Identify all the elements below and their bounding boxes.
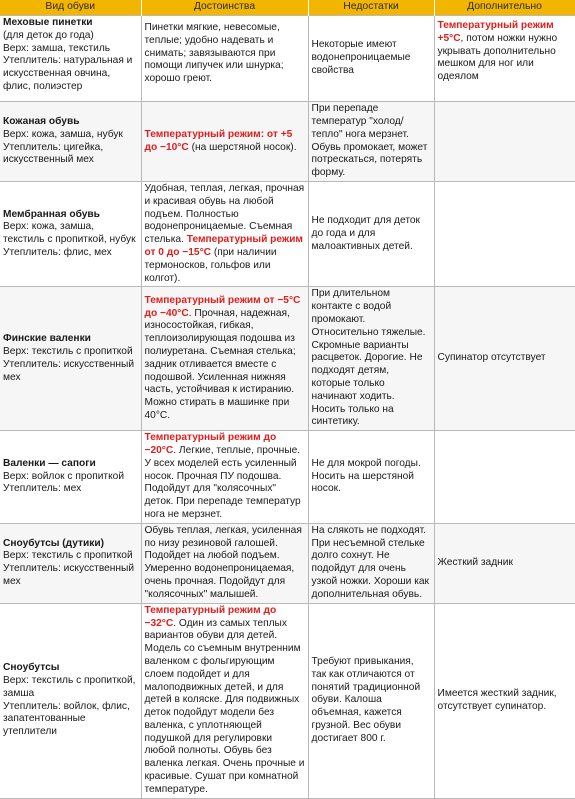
advantages-text: Обувь теплая, легкая, усиленная по низу резиновой галошей. Подойдет на любой подъем. Умеренно водонепроницаемая, очень прочная. Подойдут для "колясочных" малышей. [144,524,302,600]
advantages-text: Удобная, теплая, легкая, прочная и красивая обувь на любой подъем. Полностью водонепроницаемые. Съемная стелька. [144,183,305,246]
table-row [0,431,575,524]
shoe-name: Сноубутсы (дутики) [3,537,105,549]
advantages-cell [141,523,308,603]
disadvantages-cell [308,431,434,524]
table-row [0,16,575,102]
table-row [0,182,575,287]
header-type: Вид обуви [0,0,141,16]
table-row [0,287,575,431]
type-cell [0,102,141,182]
header-disadvantages: Недостатки [308,0,434,16]
shoe-materials: Верх: текстиль с пропиткой Утеплитель: искусственный мех [3,550,135,588]
shoe-name: Мембранная обувь [3,208,100,220]
extra-cell [434,182,575,287]
advantages-text: . Легкие, теплые, прочные. У всех моделей есть усиленный носок. Прочная ПУ подошва. Подойдут для "колясочных" деток. При перепаде температур нога не мерзнет. [144,444,301,520]
shoe-materials: (для деток до года) Верх: замша, текстиль Утеплитель: натуральная и искусственная овчина, флис, полиэстер [3,29,133,92]
extra-cell [434,102,575,182]
type-cell [0,182,141,287]
disadvantages-text: При перепаде температур "холод/тепло" нога мерзнет. Обувь промокает, может потрескаться, потерять форму. [311,103,428,179]
advantages-text: Пинетки мягкие, невесомые, теплые; удобно надевать и снимать; завязываются при помощи липучек или шнурка; хорошо греют. [144,22,284,85]
header-extra: Дополнительно [434,0,575,16]
shoe-name: Финские валенки [3,333,91,345]
temperature-note: Температурный режим до −32°C [144,604,277,629]
header-row [0,0,575,16]
advantages-text: (на шерстяной носок). [188,141,297,153]
advantages-cell [141,182,308,287]
temperature-note: Температурный режим +5°C [437,20,554,44]
advantages-cell [141,287,308,431]
extra-text: Имеется жесткий задник, отсутствует супинатор. [437,687,557,712]
shoe-name: Меховые пинетки [3,17,93,28]
shoe-materials: Верх: текстиль с пропиткой Утеплитель: искусственный мех [3,345,135,383]
type-cell [0,431,141,524]
disadvantages-cell [308,102,434,182]
table-row [0,603,575,798]
disadvantages-cell [308,287,434,431]
type-cell [0,523,141,603]
disadvantages-text: Не подходит для деток до года и для малоактивных детей. [311,214,420,252]
type-cell [0,287,141,431]
disadvantages-text: Не для мокрой погоды. Носить на шерстяной носок. [311,457,421,495]
advantages-cell [141,102,308,182]
disadvantages-text: При длительном контакте с водой промокают. Относительно тяжелые. Скромные варианты расцветок. Дорогие. Не подходят детям, которые только начинают ходить. Носить только на синтетику. [311,288,426,428]
shoe-name: Валенки — сапоги [3,457,96,469]
advantages-cell [141,603,308,798]
disadvantages-text: Требуют привыкания, так как отличаются от понятий традиционной обуви. Калоша объемная, кажется грузной. Вес обуви достигает 800 г. [311,655,421,744]
extra-cell [434,603,575,798]
advantages-text: . Прочная, надежная, износостойкая, гибкая, теплоизолирующая подошва из полиуретана. Съемная стелька; задник отливается вместе с подошвой. Усиленная нижняя часть, устойчивая к истиранию. Можно стирать в машинке при 40°C. [144,307,296,421]
extra-cell [434,16,575,102]
extra-cell [434,523,575,603]
shoe-name: Кожаная обувь [3,115,80,127]
advantages-cell [141,16,308,102]
extra-text: Жесткий задник [437,556,513,568]
shoe-materials: Верх: кожа, замша, нубук Утеплитель: цигейка, искусственный мех [3,128,123,166]
shoe-materials: Верх: текстиль с пропиткой, замша Утеплитель: войлок, флис, запатентованные утеплители [3,675,136,738]
disadvantages-cell [308,182,434,287]
type-cell [0,603,141,798]
temperature-note: Температурный режим до −20°C [144,432,277,456]
shoe-materials: Верх: кожа, замша, текстиль с пропиткой, нубук Утеплитель: флис, мех [3,221,136,258]
advantages-text: . Один из самых теплых вариантов обуви для детей. Модель со съемным внутренним валенком с фольгирующим слоем подойдет и для малоподвижных детей, и для детей в коляске. Для подвижных деток подойдут модели без валенка, с уплотняющей подушкой для регулировки любой полноты. Обувь без валенка легкая. Очень прочные и красивые. Сушат при комнатной температуре. [144,617,305,795]
extra-cell [434,431,575,524]
disadvantages-text: Некоторые имеют водонепроницаемые свойства [311,39,411,76]
disadvantages-text: На слякоть не подходят. При несъемной стельке долго сохнут. Не подойдут для очень узкой ножки. Хороши как дополнительная обувь. [311,524,429,600]
table-row [0,102,575,182]
extra-text: , потом ножки нужно укрывать дополнительно мешком для ног или одеялом [437,32,558,83]
disadvantages-cell [308,523,434,603]
disadvantages-cell [308,603,434,798]
temperature-note: Температурный режим: от +5 до −10°C [144,128,293,153]
temperature-note: Температурный режим от −5°C до −40°C [144,294,301,319]
table-row [0,523,575,603]
advantages-cell [141,431,308,524]
shoe-materials: Верх: войлок с пропиткой Утеплитель: мех [3,470,125,495]
advantages-text-tail: (при наличии термоносков, гольфов или колгот). [144,246,277,284]
extra-cell [434,287,575,431]
header-advantages: Достоинства [141,0,308,16]
shoe-name: Сноубутсы [3,662,60,674]
extra-text: Супинатор отсутствует [437,352,546,364]
disadvantages-cell [308,16,434,102]
type-cell [0,16,141,102]
temperature-note: Температурный режим от 0 до −15°C [144,234,303,258]
